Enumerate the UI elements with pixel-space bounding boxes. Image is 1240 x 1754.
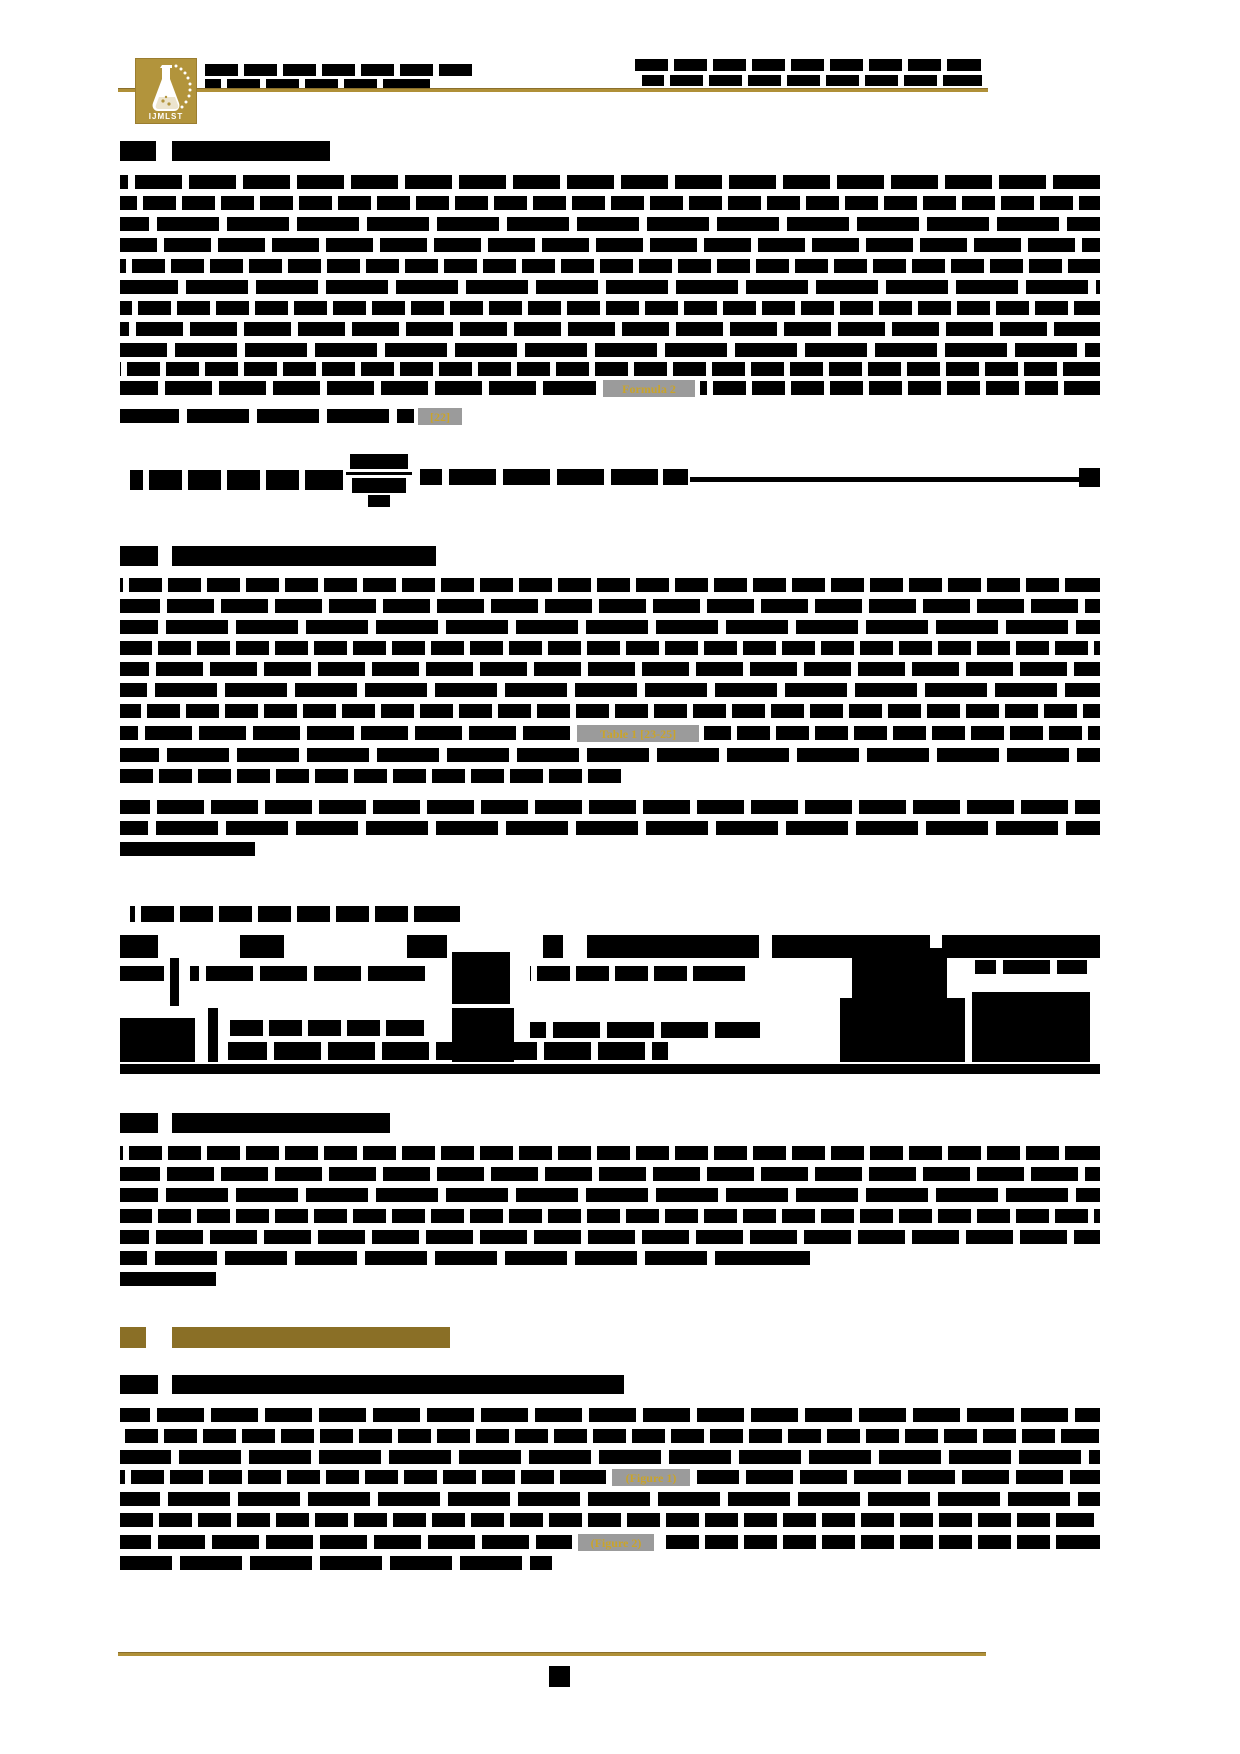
paragraph-1-line [120,280,1100,294]
paragraph-1-line [120,175,1100,189]
paragraph-2-line [120,620,1100,634]
table-header-segment [120,935,158,958]
heading-2-1-number [120,141,156,161]
header-right-text-line2 [642,75,982,86]
table-row1-cell [975,960,1087,974]
paragraph-4-line [120,1492,1100,1506]
paragraph-2-line [704,726,1100,740]
paragraph-4-line [120,1535,572,1549]
footer-rule [118,1652,986,1656]
paragraph-1-line [120,259,1100,273]
paragraph-2-last-line [120,769,625,783]
paragraph-3-last-line [120,1272,216,1286]
paragraph-4-last-line [120,1556,552,1570]
paragraph-3-line [120,1188,1100,1202]
table-row2-label-blob [120,1018,195,1062]
paragraph-2-line [120,704,1100,718]
table-header-segment [240,935,284,958]
paragraph-3-line [120,1209,1100,1223]
paragraph-1-line [120,343,1100,357]
paragraph-2-line [120,599,1100,613]
heading-2-3-number [120,1113,158,1133]
paragraph-1-line [120,322,1100,336]
paragraph-4-line [120,1408,1100,1422]
paragraph-4-line [120,1470,606,1484]
paragraph-3-line [120,1146,1100,1160]
paragraph-3-line [120,1230,1100,1244]
paragraph-2-line [120,683,1100,697]
paragraph-2b-line [120,800,1100,814]
formula-lhs [130,470,343,490]
header-left-text-line1 [205,64,477,76]
page-number [549,1666,570,1687]
formula-leader-line [690,477,1082,482]
table-header-segment [407,935,447,958]
formula-reference-link[interactable]: Formula 2 [603,380,695,397]
formula-fraction-denominator [352,478,406,493]
paragraph-2-line [120,748,1100,762]
formula-fraction-bar [346,472,412,475]
paragraph-3-line [120,1167,1100,1181]
table-bottom-border [120,1064,1100,1074]
table-row1-cell [530,966,745,981]
table-header-segment [942,935,1100,958]
paragraph-1-line [120,301,1100,315]
paragraph-3-line [120,1251,810,1265]
paragraph-1-line [120,196,1100,210]
paragraph-2-line [120,641,1100,655]
heading-3-1-title [172,1375,624,1394]
heading-3-title [172,1327,450,1348]
figure-2-reference-link[interactable]: (Figure 2) [578,1534,654,1551]
heading-2-1-title [172,141,330,161]
table-row2-cell [530,1022,760,1038]
table-1-reference-link[interactable]: Table 1 [23-25] [577,725,699,742]
paragraph-2b-line [120,821,1100,835]
figure-1-reference-link[interactable]: (Figure 1) [612,1469,690,1486]
heading-3-number [120,1327,146,1348]
header-right-text-line1 [630,59,982,71]
paragraph-1-line [120,217,1100,231]
table-row2-wide-bar [228,1042,668,1060]
paragraph-4-line [697,1470,1100,1484]
journal-logo-text: IJMLST [148,112,184,121]
paragraph-4-line [660,1535,1100,1549]
formula-fraction-numerator [350,454,408,469]
table-header-segment [543,935,563,958]
paragraph-1-line [120,381,596,395]
table-row1-label [120,966,164,981]
table-row2-structure-blob [840,998,965,1062]
heading-2-2-number [120,546,158,566]
formula-denominator-subscript [368,495,390,507]
heading-2-2-title [172,546,436,566]
paragraph-1-line [120,362,1100,376]
table-row1-structure-blob [852,948,947,1004]
paragraph-1-line [700,381,1100,395]
formula-equation-number [1079,468,1100,487]
citation-22-link[interactable]: [22] [418,408,462,425]
header-rule [118,88,988,92]
table-row2-structure-blob [972,992,1090,1062]
table-row2-divider [208,1008,218,1062]
table-row2-cell [228,1020,428,1036]
paragraph-2-line [120,578,1100,592]
table-row1-structure-blob [452,952,510,1004]
paragraph-2b-last-line [120,842,255,856]
paragraph-4-line [120,1450,1100,1464]
table-caption [130,906,460,922]
paragraph-2-line [120,662,1100,676]
table-header-segment [587,935,759,958]
paragraph-1-last-line [120,409,414,423]
journal-logo [135,58,197,124]
paragraph-1-line [120,238,1100,252]
formula-rhs [420,469,688,485]
paragraph-2-line [120,726,570,740]
table-column-divider [170,958,179,1006]
table-row1-cell [190,966,425,981]
paragraph-4-line [120,1429,1100,1443]
heading-3-1-number [120,1375,158,1394]
paragraph-4-line [120,1513,1100,1527]
heading-2-3-title [172,1113,390,1133]
